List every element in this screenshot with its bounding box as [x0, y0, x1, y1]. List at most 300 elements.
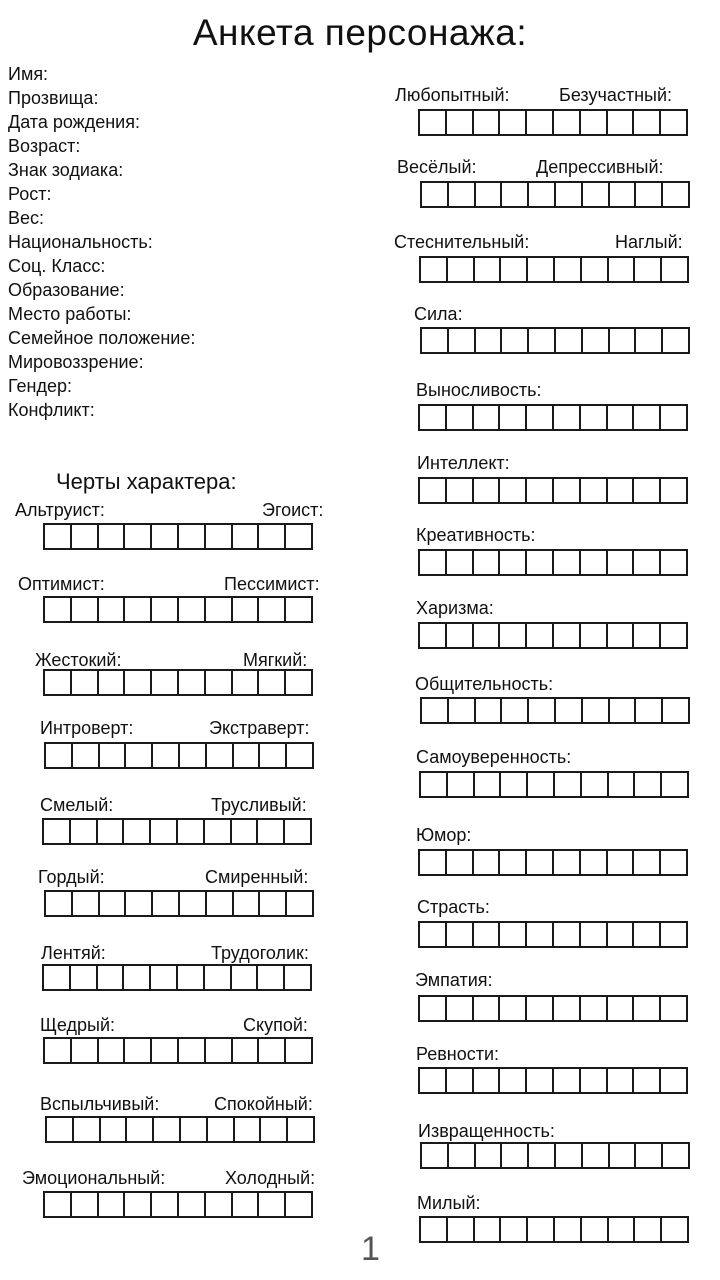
rating-box[interactable]	[554, 181, 583, 208]
rating-box[interactable]	[474, 697, 503, 724]
rating-box[interactable]	[660, 256, 689, 283]
rating-box[interactable]	[606, 477, 635, 504]
rating-box[interactable]	[150, 523, 179, 550]
rating-box[interactable]	[634, 697, 663, 724]
rating-box[interactable]	[634, 181, 663, 208]
rating-box[interactable]	[177, 596, 206, 623]
rating-box[interactable]	[177, 1191, 206, 1218]
rating-box[interactable]	[552, 921, 581, 948]
rating-box[interactable]	[418, 549, 447, 576]
rating-boxes	[43, 1037, 313, 1064]
rating-box[interactable]	[99, 1116, 128, 1143]
rating-box[interactable]	[498, 477, 527, 504]
rating-box[interactable]	[284, 596, 313, 623]
rating-boxes	[418, 995, 688, 1022]
rating-box[interactable]	[473, 256, 502, 283]
rating-box[interactable]	[525, 404, 554, 431]
rating-box[interactable]	[446, 771, 475, 798]
rating-box[interactable]	[445, 404, 474, 431]
rating-box[interactable]	[472, 404, 501, 431]
rating-box[interactable]	[500, 181, 529, 208]
rating-box[interactable]	[606, 995, 635, 1022]
rating-box[interactable]	[472, 549, 501, 576]
rating-box[interactable]	[633, 1216, 662, 1243]
rating-box[interactable]	[500, 1142, 529, 1169]
rating-box[interactable]	[445, 549, 474, 576]
rating-box[interactable]	[579, 849, 608, 876]
rating-box[interactable]	[178, 890, 207, 917]
rating-box[interactable]	[526, 1216, 555, 1243]
rating-box[interactable]	[70, 596, 99, 623]
bio-field-conflict: Конфликт:	[8, 400, 95, 420]
rating-box[interactable]	[150, 669, 179, 696]
rating-box[interactable]	[124, 890, 153, 917]
rating-box[interactable]	[96, 818, 125, 845]
rating-box[interactable]	[499, 1216, 528, 1243]
rating-box[interactable]	[527, 181, 556, 208]
rating-box[interactable]	[97, 523, 126, 550]
rating-box[interactable]	[257, 1037, 286, 1064]
rating-box[interactable]	[500, 327, 529, 354]
rating-box[interactable]	[149, 964, 178, 991]
rating-box[interactable]	[230, 818, 259, 845]
rating-box[interactable]	[472, 477, 501, 504]
rating-box[interactable]	[71, 890, 100, 917]
rating-box[interactable]	[659, 404, 688, 431]
rating-box[interactable]	[418, 921, 447, 948]
scale-left-label: Весёлый:	[397, 157, 477, 177]
rating-box[interactable]	[43, 1037, 72, 1064]
rating-box[interactable]	[499, 256, 528, 283]
rating-box[interactable]	[45, 1116, 74, 1143]
rating-box[interactable]	[259, 1116, 288, 1143]
rating-box[interactable]	[472, 995, 501, 1022]
rating-boxes	[44, 742, 314, 769]
rating-box[interactable]	[606, 549, 635, 576]
rating-box[interactable]	[447, 1142, 476, 1169]
rating-box[interactable]	[659, 622, 688, 649]
rating-box[interactable]	[525, 921, 554, 948]
rating-box[interactable]	[632, 849, 661, 876]
rating-box[interactable]	[661, 181, 690, 208]
rating-box[interactable]	[632, 622, 661, 649]
rating-box[interactable]	[122, 818, 151, 845]
rating-box[interactable]	[97, 596, 126, 623]
rating-box[interactable]	[257, 596, 286, 623]
rating-box[interactable]	[552, 477, 581, 504]
rating-box[interactable]	[179, 1116, 208, 1143]
rating-box[interactable]	[659, 849, 688, 876]
rating-box[interactable]	[71, 742, 100, 769]
rating-box[interactable]	[204, 596, 233, 623]
rating-box[interactable]	[150, 1037, 179, 1064]
rating-box[interactable]	[660, 771, 689, 798]
rating-box[interactable]	[420, 181, 449, 208]
rating-box[interactable]	[205, 742, 234, 769]
rating-box[interactable]	[633, 256, 662, 283]
rating-box[interactable]	[231, 669, 260, 696]
rating-box[interactable]	[149, 818, 178, 845]
rating-box[interactable]	[552, 995, 581, 1022]
rating-box[interactable]	[257, 669, 286, 696]
rating-box[interactable]	[446, 1216, 475, 1243]
scale-left-label: Эмоциональный:	[22, 1168, 166, 1188]
scale-right-label: Пессимист:	[224, 574, 320, 594]
rating-box[interactable]	[579, 1067, 608, 1094]
rating-box[interactable]	[552, 622, 581, 649]
rating-box[interactable]	[526, 771, 555, 798]
rating-box[interactable]	[661, 1142, 690, 1169]
rating-box[interactable]	[283, 964, 312, 991]
rating-box[interactable]	[98, 742, 127, 769]
rating-box[interactable]	[525, 849, 554, 876]
scale-left-label: Креативность:	[416, 525, 536, 545]
rating-box[interactable]	[204, 1037, 233, 1064]
rating-box[interactable]	[472, 849, 501, 876]
rating-box[interactable]	[608, 697, 637, 724]
rating-box[interactable]	[498, 109, 527, 136]
rating-box[interactable]	[420, 1142, 449, 1169]
rating-box[interactable]	[98, 890, 127, 917]
rating-box[interactable]	[661, 697, 690, 724]
rating-box[interactable]	[204, 1191, 233, 1218]
rating-boxes	[420, 697, 690, 724]
rating-box[interactable]	[123, 596, 152, 623]
rating-box[interactable]	[70, 1191, 99, 1218]
rating-box[interactable]	[552, 1067, 581, 1094]
rating-box[interactable]	[472, 622, 501, 649]
rating-box[interactable]	[70, 669, 99, 696]
rating-box[interactable]	[43, 523, 72, 550]
rating-box[interactable]	[659, 109, 688, 136]
rating-box[interactable]	[527, 327, 556, 354]
rating-boxes	[43, 596, 313, 623]
scale-right-label: Депрессивный:	[536, 157, 664, 177]
rating-box[interactable]	[44, 742, 73, 769]
rating-box[interactable]	[634, 1142, 663, 1169]
scale-right-label: Спокойный:	[214, 1094, 313, 1114]
rating-box[interactable]	[42, 818, 71, 845]
rating-box[interactable]	[579, 404, 608, 431]
rating-boxes	[43, 669, 313, 696]
rating-box[interactable]	[418, 849, 447, 876]
rating-box[interactable]	[204, 669, 233, 696]
rating-box[interactable]	[445, 622, 474, 649]
rating-box[interactable]	[177, 1037, 206, 1064]
rating-box[interactable]	[258, 890, 287, 917]
rating-box[interactable]	[177, 669, 206, 696]
rating-box[interactable]	[285, 742, 314, 769]
bio-field-nationality: Национальность:	[8, 232, 153, 252]
scale-right-label: Скупой:	[243, 1015, 308, 1035]
rating-box[interactable]	[150, 1191, 179, 1218]
rating-box[interactable]	[474, 1142, 503, 1169]
rating-box[interactable]	[473, 771, 502, 798]
rating-box[interactable]	[608, 327, 637, 354]
rating-box[interactable]	[632, 549, 661, 576]
rating-box[interactable]	[474, 181, 503, 208]
rating-box[interactable]	[72, 1116, 101, 1143]
rating-box[interactable]	[257, 523, 286, 550]
rating-box[interactable]	[580, 771, 609, 798]
rating-box[interactable]	[122, 964, 151, 991]
rating-box[interactable]	[178, 742, 207, 769]
rating-box[interactable]	[418, 622, 447, 649]
rating-box[interactable]	[204, 523, 233, 550]
rating-box[interactable]	[69, 964, 98, 991]
rating-box[interactable]	[472, 921, 501, 948]
rating-box[interactable]	[552, 109, 581, 136]
rating-box[interactable]	[527, 697, 556, 724]
rating-box[interactable]	[125, 1116, 154, 1143]
rating-box[interactable]	[525, 995, 554, 1022]
rating-box[interactable]	[581, 181, 610, 208]
rating-box[interactable]	[525, 109, 554, 136]
rating-box[interactable]	[123, 1191, 152, 1218]
rating-box[interactable]	[445, 849, 474, 876]
rating-box[interactable]	[659, 995, 688, 1022]
rating-box[interactable]	[607, 771, 636, 798]
rating-box[interactable]	[70, 523, 99, 550]
rating-box[interactable]	[473, 1216, 502, 1243]
rating-box[interactable]	[525, 622, 554, 649]
rating-box[interactable]	[553, 771, 582, 798]
rating-box[interactable]	[232, 742, 261, 769]
rating-box[interactable]	[579, 995, 608, 1022]
rating-boxes	[45, 1116, 315, 1143]
rating-box[interactable]	[284, 523, 313, 550]
rating-box[interactable]	[284, 1037, 313, 1064]
rating-box[interactable]	[632, 1067, 661, 1094]
rating-box[interactable]	[445, 109, 474, 136]
bio-fields	[8, 62, 195, 422]
rating-box[interactable]	[498, 1067, 527, 1094]
rating-box[interactable]	[256, 818, 285, 845]
rating-box[interactable]	[498, 622, 527, 649]
rating-boxes	[44, 890, 314, 917]
rating-box[interactable]	[176, 964, 205, 991]
rating-box[interactable]	[606, 404, 635, 431]
rating-box[interactable]	[500, 697, 529, 724]
scale-left-label: Смелый:	[40, 795, 114, 815]
rating-box[interactable]	[97, 669, 126, 696]
rating-box[interactable]	[472, 109, 501, 136]
rating-box[interactable]	[554, 327, 583, 354]
rating-box[interactable]	[445, 921, 474, 948]
scale-right-label: Смиренный:	[205, 867, 309, 887]
rating-boxes	[43, 1191, 313, 1218]
rating-box[interactable]	[418, 109, 447, 136]
rating-boxes	[418, 404, 688, 431]
rating-box[interactable]	[498, 549, 527, 576]
rating-box[interactable]	[286, 1116, 315, 1143]
rating-box[interactable]	[606, 622, 635, 649]
rating-box[interactable]	[420, 697, 449, 724]
rating-box[interactable]	[632, 995, 661, 1022]
rating-box[interactable]	[579, 622, 608, 649]
rating-box[interactable]	[418, 995, 447, 1022]
rating-box[interactable]	[579, 109, 608, 136]
rating-box[interactable]	[232, 890, 261, 917]
rating-box[interactable]	[632, 404, 661, 431]
rating-box[interactable]	[445, 995, 474, 1022]
rating-box[interactable]	[43, 596, 72, 623]
rating-box[interactable]	[97, 1191, 126, 1218]
rating-box[interactable]	[581, 327, 610, 354]
rating-box[interactable]	[659, 549, 688, 576]
rating-box[interactable]	[525, 1067, 554, 1094]
rating-box[interactable]	[231, 1037, 260, 1064]
rating-box[interactable]	[581, 697, 610, 724]
rating-box[interactable]	[123, 523, 152, 550]
scale-right-label: Трусливый:	[211, 795, 307, 815]
scale-left-label: Сила:	[414, 304, 463, 324]
rating-box[interactable]	[203, 964, 232, 991]
rating-box[interactable]	[419, 771, 448, 798]
rating-box[interactable]	[206, 1116, 235, 1143]
rating-boxes	[420, 181, 690, 208]
rating-box[interactable]	[123, 1037, 152, 1064]
rating-box[interactable]	[445, 477, 474, 504]
rating-box[interactable]	[97, 1037, 126, 1064]
rating-box[interactable]	[552, 404, 581, 431]
rating-box[interactable]	[284, 1191, 313, 1218]
rating-box[interactable]	[205, 890, 234, 917]
rating-box[interactable]	[606, 1067, 635, 1094]
rating-box[interactable]	[607, 256, 636, 283]
rating-box[interactable]	[43, 1191, 72, 1218]
rating-box[interactable]	[256, 964, 285, 991]
rating-box[interactable]	[284, 669, 313, 696]
rating-box[interactable]	[498, 404, 527, 431]
rating-box[interactable]	[633, 771, 662, 798]
rating-box[interactable]	[42, 964, 71, 991]
bio-field-gender: Гендер:	[8, 376, 73, 396]
scale-left-label: Извращенность:	[418, 1121, 555, 1141]
rating-box[interactable]	[552, 849, 581, 876]
rating-box[interactable]	[43, 669, 72, 696]
rating-box[interactable]	[257, 1191, 286, 1218]
rating-box[interactable]	[659, 477, 688, 504]
rating-box[interactable]	[608, 1142, 637, 1169]
rating-box[interactable]	[554, 1142, 583, 1169]
rating-box[interactable]	[231, 1191, 260, 1218]
rating-box[interactable]	[420, 327, 449, 354]
rating-box[interactable]	[632, 921, 661, 948]
rating-box[interactable]	[44, 890, 73, 917]
rating-box[interactable]	[152, 1116, 181, 1143]
rating-box[interactable]	[203, 818, 232, 845]
rating-box[interactable]	[231, 523, 260, 550]
rating-box[interactable]	[150, 596, 179, 623]
rating-box[interactable]	[418, 1067, 447, 1094]
scale-left-label: Альтруист:	[15, 500, 105, 520]
rating-box[interactable]	[233, 1116, 262, 1143]
rating-box[interactable]	[231, 596, 260, 623]
rating-box[interactable]	[659, 921, 688, 948]
rating-box[interactable]	[258, 742, 287, 769]
rating-box[interactable]	[552, 549, 581, 576]
rating-box[interactable]	[446, 256, 475, 283]
rating-box[interactable]	[579, 477, 608, 504]
rating-box[interactable]	[498, 921, 527, 948]
rating-box[interactable]	[447, 327, 476, 354]
rating-box[interactable]	[606, 109, 635, 136]
rating-box[interactable]	[581, 1142, 610, 1169]
rating-box[interactable]	[124, 742, 153, 769]
rating-boxes	[419, 256, 689, 283]
rating-box[interactable]	[69, 818, 98, 845]
rating-box[interactable]	[580, 1216, 609, 1243]
rating-box[interactable]	[472, 1067, 501, 1094]
rating-box[interactable]	[285, 890, 314, 917]
scale-left-label: Ревности:	[416, 1044, 500, 1064]
rating-box[interactable]	[70, 1037, 99, 1064]
rating-box[interactable]	[526, 256, 555, 283]
rating-boxes	[418, 109, 688, 136]
rating-box[interactable]	[606, 849, 635, 876]
rating-box[interactable]	[608, 181, 637, 208]
page-title: Анкета персонажа:	[192, 12, 528, 53]
rating-box[interactable]	[579, 921, 608, 948]
rating-box[interactable]	[525, 549, 554, 576]
scale-right-label: Мягкий:	[243, 650, 308, 670]
rating-box[interactable]	[498, 849, 527, 876]
rating-box[interactable]	[447, 181, 476, 208]
rating-box[interactable]	[499, 771, 528, 798]
rating-box[interactable]	[123, 669, 152, 696]
rating-box[interactable]	[176, 818, 205, 845]
rating-box[interactable]	[419, 256, 448, 283]
rating-box[interactable]	[580, 256, 609, 283]
rating-box[interactable]	[632, 109, 661, 136]
rating-box[interactable]	[230, 964, 259, 991]
bio-field-marital-status: Семейное положение:	[8, 328, 196, 348]
rating-box[interactable]	[447, 697, 476, 724]
rating-box[interactable]	[607, 1216, 636, 1243]
rating-box[interactable]	[96, 964, 125, 991]
scale-right-label: Холодный:	[225, 1168, 316, 1188]
rating-box[interactable]	[498, 995, 527, 1022]
rating-box[interactable]	[606, 921, 635, 948]
bio-field-worldview: Мировоззрение:	[8, 352, 144, 372]
rating-box[interactable]	[474, 327, 503, 354]
rating-box[interactable]	[579, 549, 608, 576]
rating-box[interactable]	[632, 477, 661, 504]
rating-box[interactable]	[151, 890, 180, 917]
traits-heading: Черты характера:	[56, 469, 237, 494]
rating-boxes	[420, 327, 690, 354]
rating-boxes	[420, 1142, 690, 1169]
rating-box[interactable]	[525, 477, 554, 504]
rating-box[interactable]	[634, 327, 663, 354]
rating-box[interactable]	[527, 1142, 556, 1169]
rating-box[interactable]	[418, 404, 447, 431]
rating-box[interactable]	[283, 818, 312, 845]
rating-box[interactable]	[553, 256, 582, 283]
rating-box[interactable]	[151, 742, 180, 769]
rating-box[interactable]	[177, 523, 206, 550]
rating-box[interactable]	[661, 327, 690, 354]
rating-box[interactable]	[660, 1216, 689, 1243]
rating-box[interactable]	[418, 477, 447, 504]
rating-box[interactable]	[554, 697, 583, 724]
rating-box[interactable]	[445, 1067, 474, 1094]
rating-box[interactable]	[659, 1067, 688, 1094]
scale-left-label: Выносливость:	[416, 380, 542, 400]
rating-box[interactable]	[419, 1216, 448, 1243]
rating-box[interactable]	[553, 1216, 582, 1243]
